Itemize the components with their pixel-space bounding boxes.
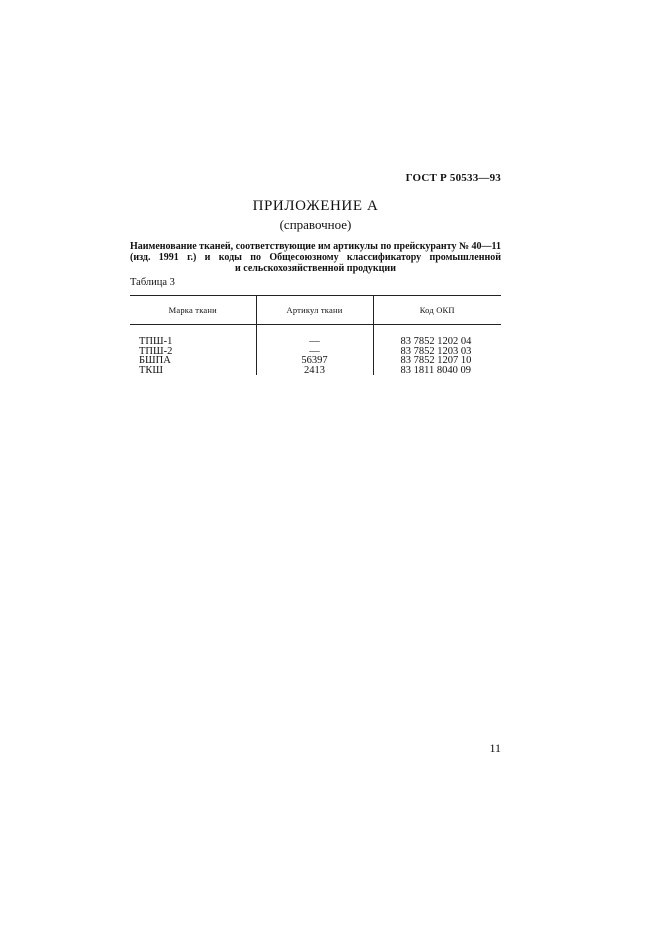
cell-mark: БШПА	[139, 355, 171, 366]
cell-code: 83 1811 8040 09	[373, 366, 501, 376]
fabric-table	[130, 295, 501, 375]
table-row	[130, 325, 501, 347]
appendix-title: ПРИЛОЖЕНИЕ А	[252, 198, 379, 214]
table-caption: Таблица 3	[130, 277, 175, 288]
heading-line: (изд. 1991 г.) и коды по Общесоюзному классификатору промышленной	[130, 252, 501, 263]
cell-code: 83 7852 1203 03	[373, 347, 501, 357]
table-row	[130, 366, 501, 376]
standard-code: ГОСТ Р 50533—93	[405, 172, 501, 184]
cell-article: —	[256, 325, 373, 347]
column-header-article: Артикул ткани	[256, 296, 373, 325]
cell-code: 83 7852 1207 10	[373, 356, 501, 366]
heading-line: Наименование тканей, соответствующие им артикулы по прейскуранту № 40—11	[130, 241, 501, 252]
section-heading	[130, 241, 501, 274]
cell-code: 83 7852 1202 04	[373, 325, 501, 347]
page-number: 11	[489, 741, 501, 755]
column-header-code: Код ОКП	[373, 296, 501, 325]
cell-mark: ТКШ	[139, 364, 164, 376]
cell-mark: ТПШ-1	[139, 336, 173, 347]
table-header-row	[130, 296, 501, 325]
cell-article: —	[256, 347, 373, 357]
cell-mark: ТПШ-2	[139, 345, 173, 357]
column-header-mark: Марка ткани	[130, 296, 256, 325]
cell-article: 56397	[256, 356, 373, 366]
heading-line: и сельскохозяйственной продукции	[235, 263, 396, 274]
appendix-subtitle: (справочное)	[279, 217, 352, 232]
cell-article: 2413	[256, 366, 373, 376]
